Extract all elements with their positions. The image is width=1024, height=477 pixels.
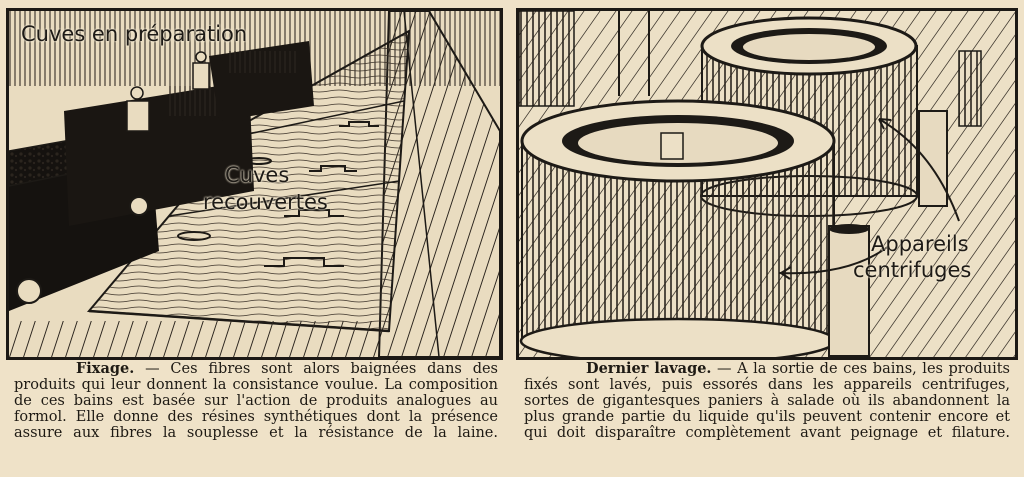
caption-final-washing [524, 361, 1010, 441]
caption-fixing-heading: Fixage. [76, 360, 135, 377]
label-covered-tanks-line1: Cuves [225, 163, 290, 187]
label-tanks-in-preparation: Cuves en préparation [21, 22, 248, 46]
label-covered-tanks-line2: recouvertes [203, 190, 328, 214]
caption-fixing-text: — Ces fibres sont alors baignées dans des produits qui leur donnent la consistance voulue. La composition de ces bains est basée sur l'action de produits analogues au formol. Elle donne des résines synthétiques dont la présence assure aux fibres la souplesse et la résistance de la laine. [14, 361, 498, 441]
illustration-fixing-tanks [6, 8, 503, 360]
label-centrifuge-devices-line1: Appareils [871, 232, 969, 256]
caption-final-washing-text: — A la sortie de ces bains, les produits fixés sont lavés, puis essorés dans les appareils centrifuges, sortes de gigantesques paniers à salade où ils abandonnent la plus grande partie du liquide qu'ils peuvent contenir encore et qui doit disparaître complètement avant peignage et filature. [524, 361, 1010, 441]
illustration-centrifuges [516, 8, 1018, 360]
label-centrifuge-devices-line2: centrifuges [853, 258, 972, 282]
centrifuges-drawing [519, 11, 1015, 357]
caption-fixing [14, 361, 498, 441]
caption-final-washing-heading: Dernier lavage. [586, 360, 712, 377]
